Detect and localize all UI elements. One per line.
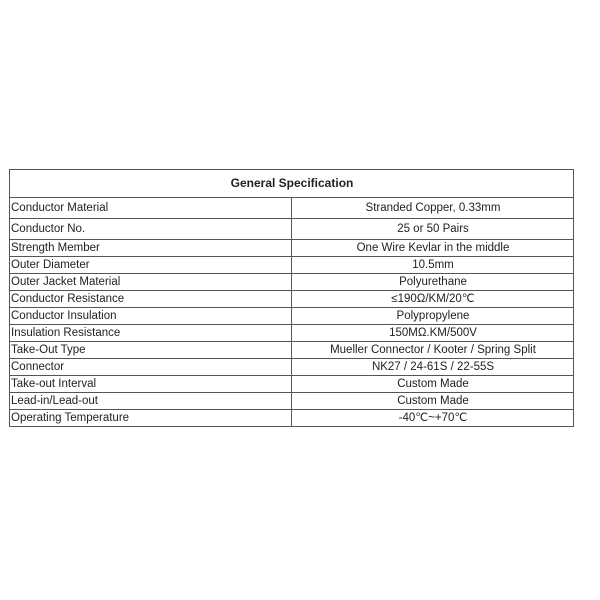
spec-row-conductor-insulation — [10, 308, 574, 325]
spec-table-title: General Specification — [10, 170, 574, 198]
spec-label: Conductor Insulation — [10, 308, 292, 325]
spec-value: NK27 / 24-61S / 22-55S — [292, 359, 574, 376]
spec-label: Conductor Material — [10, 198, 292, 219]
spec-value: 25 or 50 Pairs — [292, 219, 574, 240]
spec-row-outer-diameter — [10, 257, 574, 274]
spec-row-take-out-type — [10, 342, 574, 359]
spec-value: One Wire Kevlar in the middle — [292, 240, 574, 257]
spec-value: Custom Made — [292, 393, 574, 410]
spec-value: ≤190Ω/KM/20℃ — [292, 291, 574, 308]
spec-label: Take-Out Type — [10, 342, 292, 359]
spec-value: Mueller Connector / Kooter / Spring Split — [292, 342, 574, 359]
spec-row-connector — [10, 359, 574, 376]
spec-label: Conductor Resistance — [10, 291, 292, 308]
spec-row-insulation-resistance — [10, 325, 574, 342]
spec-table-header-row — [10, 170, 574, 198]
spec-label: Strength Member — [10, 240, 292, 257]
spec-value: -40℃~+70℃ — [292, 410, 574, 427]
spec-label: Take-out Interval — [10, 376, 292, 393]
spec-row-outer-jacket-material — [10, 274, 574, 291]
spec-row-operating-temperature — [10, 410, 574, 427]
spec-value: Polyurethane — [292, 274, 574, 291]
spec-row-conductor-resistance — [10, 291, 574, 308]
spec-value: Stranded Copper, 0.33mm — [292, 198, 574, 219]
spec-table — [9, 169, 574, 427]
spec-label: Conductor No. — [10, 219, 292, 240]
spec-value: 10.5mm — [292, 257, 574, 274]
spec-value: 150MΩ.KM/500V — [292, 325, 574, 342]
spec-label: Connector — [10, 359, 292, 376]
spec-row-strength-member — [10, 240, 574, 257]
spec-label: Operating Temperature — [10, 410, 292, 427]
spec-label: Outer Diameter — [10, 257, 292, 274]
spec-label: Insulation Resistance — [10, 325, 292, 342]
spec-row-take-out-interval — [10, 376, 574, 393]
spec-value: Custom Made — [292, 376, 574, 393]
spec-value: Polypropylene — [292, 308, 574, 325]
spec-row-conductor-no — [10, 219, 574, 240]
spec-row-conductor-material — [10, 198, 574, 219]
spec-row-lead-in-lead-out — [10, 393, 574, 410]
spec-label: Lead-in/Lead-out — [10, 393, 292, 410]
spec-label: Outer Jacket Material — [10, 274, 292, 291]
